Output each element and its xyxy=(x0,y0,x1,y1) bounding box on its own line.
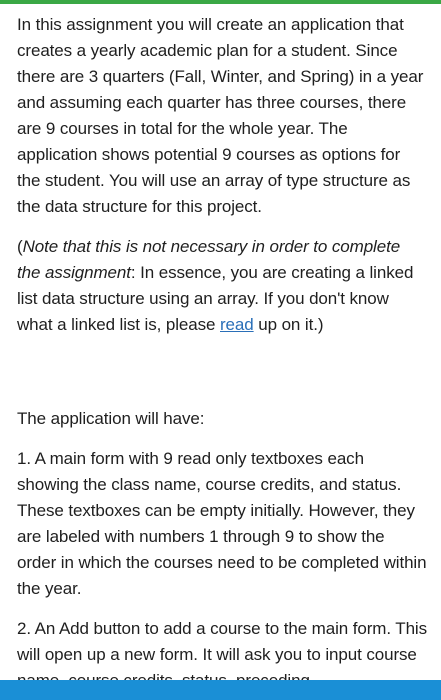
bottom-blue-bar xyxy=(0,680,441,700)
list-item-1: 1. A main form with 9 read only textboxes each showing the class name, course credits, and status. These textboxes can be empty initially. However, they are labeled with numbers 1 through 9 to show the order in which the courses need to be completed within the year. xyxy=(17,449,427,598)
intro-paragraph: In this assignment you will create an application that creates a yearly academic plan for a student. Since there are 3 quarters (Fall, Winter, and Spring) in a year and assuming each quarter has three courses, there are 9 courses in total for the whole year. The application shows potential 9 courses as options for the student. You will use an array of type structure as the data structure for this project. xyxy=(17,15,424,216)
document-body xyxy=(17,12,427,694)
read-link[interactable]: read xyxy=(220,315,254,334)
note-italic-text: Note that this is not necessary in order to complete the assignment xyxy=(17,237,401,282)
application-will-have-heading: The application will have: xyxy=(17,409,205,428)
note-paragraph xyxy=(17,234,427,338)
note-end-text: up on it.) xyxy=(253,315,324,334)
top-accent-bar xyxy=(0,0,441,4)
note-text: : In essence, you are creating a linked list data structure using an array. If you don't know what a linked list is, please xyxy=(17,263,414,334)
list-item-2: 2. An Add button to add a course to the main form. This will open up a new form. It will ask you to input course xyxy=(17,619,427,664)
note-open-paren: ( xyxy=(17,237,23,256)
